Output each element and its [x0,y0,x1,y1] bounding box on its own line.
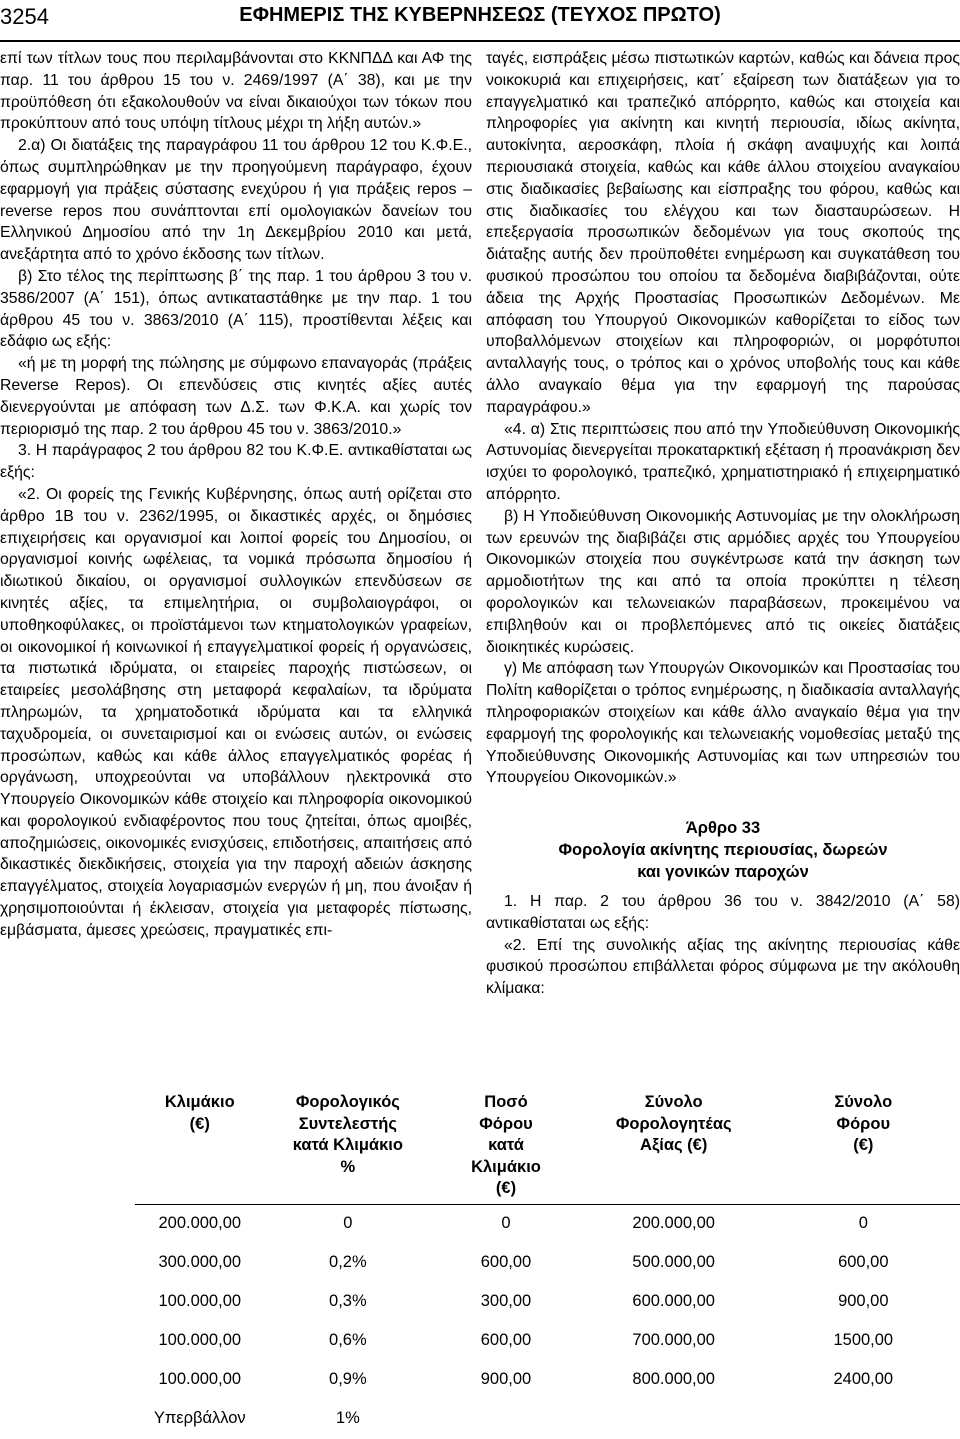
table-cell: 0,3% [329,1292,367,1311]
table-cell: 200.000,00 [632,1214,715,1233]
right-column [486,48,960,1000]
table-cell: 1% [335,1409,360,1428]
table-cell: 600.000,00 [632,1292,715,1311]
gazette-title: ΕΦΗΜΕΡΙΣ ΤΗΣ ΚΥΒΕΡΝΗΣΕΩΣ (ΤΕΥΧΟΣ ΠΡΩΤΟ) [239,4,721,26]
table-header-row [135,1086,960,1204]
header-line: (€) [495,1179,517,1197]
table-cell: 600,00 [480,1331,532,1350]
header-line: Σύνολο [644,1093,703,1111]
paragraph: 1. Η παρ. 2 του άρθρου 36 του ν. 3842/2010 (Α΄ 58) αντικαθίσταται ως εξής: [486,893,960,932]
table-row [135,1400,960,1439]
table-cell: 900,00 [480,1370,532,1389]
table-cell: 700.000,00 [632,1331,715,1350]
table-cell: 0 [501,1214,511,1233]
header-line: Αξίας (€) [640,1136,708,1154]
header-cell [581,1086,767,1204]
paragraph: γ) Με απόφαση των Υπουργών Οικονομικών και Προστασίας του Πολίτη καθορίζεται ο τρόπος ενημέρωσης, η διαδικασία ανταλλαγής πληροφοριακών στοιχείων και κάθε άλλο αναγκαίο θέμα για την εφαρμογή της φορολογικής και τελωνειακής νομοθεσίας μεταξύ της Υποδιεύθυνσης Οικονομικής Αστυνομίας και των υπηρεσιών του Υπουργείου Οικονομικών.» [486,660,960,787]
table-row [135,1244,960,1283]
table-cell: 900,00 [838,1292,889,1311]
table-cell: 600,00 [480,1253,532,1272]
header-line: Σύνολο [834,1093,893,1111]
header-line: Κλιμάκιο [471,1157,541,1176]
table-cell: 600,00 [838,1253,889,1272]
header-line: (€) [853,1136,874,1154]
article-title-line: Φορολογία ακίνητης περιουσίας, δωρεών [558,841,888,860]
header-line: % [340,1157,356,1176]
page-number: 3254 [0,4,49,29]
tax-scale-table [135,1086,960,1439]
table-cell: 1500,00 [833,1331,894,1350]
table-row [135,1283,960,1322]
header-line: κατά [488,1136,524,1154]
header-line: (€) [189,1114,210,1133]
table-cell [431,1400,581,1439]
table-row [135,1361,960,1400]
paragraph: β) Στο τέλος της περίπτωσης β΄ της παρ. 1 του άρθρου 3 του ν. 3586/2007 (Α΄ 151), όπως αντικαταστάθηκε με την παρ. 1 του άρθρου 45 του ν. 3863/2010 (Α΄ 115), προστίθενται λέξεις και εδάφιο ως εξής: [0,267,472,351]
table-cell: 0,6% [329,1331,367,1350]
article-title-line: και γονικών παροχών [637,863,809,882]
table-cell: 100.000,00 [158,1292,242,1311]
header-line: Φορολογικός [295,1093,400,1111]
article-number: Άρθρο 33 [685,819,761,838]
paragraph: «4. α) Στις περιπτώσεις που από την Υποδιεύθυνση Οικονομικής Αστυνομίας διενεργείται προκαταρκτική εξέταση ή προανάκριση δεν ισχύει το φορολογικό, τραπεζικό, χρηματιστηριακό ή επιχειρηματικό απόρρητο. [486,420,960,503]
header-cell [767,1086,960,1204]
header-cell [265,1086,432,1204]
paragraph: «2. Οι φορείς της Γενικής Κυβέρνησης, όπως αυτή ορίζεται στο άρθρο 1Β του ν. 2362/1995, οι δικαστικές αρχές, οι δημόσιες επιχειρήσεις και οργανισμοί και λοιποί φορείς του Δημοσίου, οι οργανισμοί κοινής ωφέλειας, τα νομικά πρόσωπα δημοσίου ή ιδιωτικού δικαίου, οι οργανισμοί συλλογικών επενδύσεων σε κινητές αξίες, τα επιμελητήρια, οι συμβολαιογράφοι, οι υποθηκοφύλακες, οι προϊστάμενοι των κτηματολογικών γραφείων, οι οικονομικοί ή κοινωνικοί ή επαγγελματικοί φορείς ή οργανώσεις, τα πιστωτικά ιδρύματα, οι εταιρείες παροχής πιστώσεων, οι εταιρείες μεσολάβησης στη μεταφορά κεφαλαίων, τα ιδρύματα πληρωμών, τα χρηματοδοτικά ιδρύματα και τα ελληνικά ταχυδρομεία, οι συνεταιρισμοί και οι ενώσεις αυτών, οι ενώσεις προσώπων, καθώς και κάθε άλλος επαγγελματικός φορέας ή οργάνωση, υποχρεούνται να υποβάλλουν ηλεκτρονικά στο Υπουργείο Οικονομικών κάθε στοιχείο και πληροφορία οικονομικού και φορολογικού ενδιαφέροντος που τους ζητείται, όπως αμοιβές, αποζημιώσεις, οικονομικές ενισχύσεις, επιδοτήσεις, απαιτήσεις από δικαστικές διεκδικήσεις, στοιχεία για την παροχή αδειών άσκησης επαγγέλματος, στοιχεία λογαριασμών ενεργών ή μη, που άνοιξαν ή χρησιμοποιούνται ή έκλεισαν, στοιχεία για μεταφορές πίστωσης, εμβάσματα, άμεσες χρεώσεις, πραγματικές επι- [0,485,472,939]
paragraph: 3. Η παράγραφος 2 του άρθρου 82 του Κ.Φ.Ε. αντικαθίσταται ως εξής: [0,442,472,482]
table-cell: 800.000,00 [632,1370,715,1389]
paragraph: «2. Επί της συνολικής αξίας της ακίνητης περιουσίας κάθε φυσικού προσώπου επιβάλλεται φόρος σύμφωνα με την ακόλουθη κλίμακα: [486,936,960,998]
left-column [0,48,472,942]
header-line: Φόρου [479,1114,533,1133]
table-cell: 2400,00 [833,1370,894,1389]
table-cell: 100.000,00 [158,1331,242,1350]
header-cell [431,1086,581,1204]
table-cell: Υπερβάλλον [153,1409,246,1428]
table-cell: 0,2% [329,1253,367,1272]
table-row [135,1322,960,1361]
header-line: Ποσό [484,1093,528,1111]
header-line: Συντελεστής [298,1114,397,1133]
paragraph: ταγές, εισπράξεις μέσω πιστωτικών καρτών, καθώς και δάνεια προς νοικοκυριά και επιχειρήσεις, κατ΄ εξαίρεση των διατάξεων για το επαγγελματικό και τραπεζικό απόρρητο, καθώς και στοιχεία και πληροφορίες για ακίνητη και κινητή περιουσία, ιδίως ακίνητα, αυτοκίνητα, αεροσκάφη, πλοία ή σκάφη αναψυχής και λοιπά περιουσιακά στοιχεία, καθώς και κάθε άλλου στοιχείου αναγκαίου στις διαδικασίες βεβαίωσης και είσπραξης του φόρου, καθώς και στις διαδικασίες του ελέγχου και των διασταυρώσεων. Η επεξεργασία προσωπικών δεδομένων για τους σκοπούς της διάταξης αυτής δεν προϋποθέτει ενημέρωση και συγκατάθεση του φυσικού προσώπου του οποίου τα δεδομένα διαβιβάζονται, ούτε άδεια της Αρχής Προστασίας Προσωπικών Δεδομένων. Με απόφαση του Υπουργού Οικονομικών καθορίζεται το είδος των υποβαλλόμενων στοιχείων και πληροφοριών, οι μορφότυποι ανταλλαγής τους, ο τρόπος και ο χρόνος υποβολής τους και κάθε άλλο αναγκαίο θέμα για την εφαρμογή της παρούσας παραγράφου.» [486,50,960,416]
table-cell: 500.000,00 [632,1253,715,1272]
header-cell [135,1086,265,1204]
header-line: Φόρου [836,1114,891,1133]
paragraph: «ή με τη μορφή της πώλησης με σύμφωνο επαναγοράς (πράξεις Reverse Repos). Οι επενδύσεις στις κινητές αξίες αυτές διενεργούνται με απόφαση των Δ.Σ. των Φ.Κ.Α. και χωρίς τον περιορισμό της παρ. 2 του άρθρου 45 του ν. 3863/2010.» [0,355,472,438]
paragraph: β) Η Υποδιεύθυνση Οικονομικής Αστυνομίας με την ολοκλήρωση των ερευνών της διαβιβάζει στις αρμόδιες αρχές του Υπουργείου Οικονομικών στοιχεία που συγκέντρωσε κατά την άσκηση των αρμοδιοτήτων της και από τα οποία προκύπτει η τέλεση φορολογικών και τελωνειακών παραβάσεων, προκειμένου να επιβληθούν και οι προβλεπόμενες από τις οικείες διατάξεις διοικητικές κυρώσεις. [486,507,960,656]
table-cell: 0 [343,1214,353,1233]
header-line: κατά Κλιμάκιο [292,1136,403,1154]
table-cell: 100.000,00 [158,1370,242,1389]
table-cell [767,1400,960,1439]
table-row [135,1204,960,1244]
paragraph: 2.α) Οι διατάξεις της παραγράφου 11 του άρθρου 12 του Κ.Φ.Ε., όπως συμπληρώθηκαν με την προηγούμενη παράγραφο, έχουν εφαρμογή για πράξεις σύστασης ενεχύρου ή για πράξεις repos – reverse repos που συνάπτονται επί ομολογιακών δανείων του Ελληνικού Δημοσίου από την 1η Δεκεμβρίου 2010 και μετά, ανεξάρτητα από το χρόνο έκδοσης των τίτλων. [0,137,472,264]
table-cell: 200.000,00 [158,1214,242,1233]
header-line: Κλιμάκιο [164,1093,235,1111]
table-cell: 300.000,00 [158,1253,242,1272]
page-header [0,0,960,42]
table-cell: 300,00 [480,1292,532,1311]
table-cell [581,1400,767,1439]
paragraph: επί των τίτλων τους που περιλαμβάνονται στο ΚΚΝΠΔΔ και ΑΦ της παρ. 11 του άρθρου 15 του ν. 2469/1997 (Α΄ 38), και με την προϋπόθεση ότι εξακολουθούν να είναι δικαιούχοι των τόκων που προκύπτουν από τους υπόψη τίτλους μέχρι τη λήξη αυτών.» [0,50,472,133]
header-line: Φορολογητέας [615,1114,732,1133]
table-cell: 0,9% [329,1370,367,1389]
table-cell: 0 [858,1214,868,1233]
